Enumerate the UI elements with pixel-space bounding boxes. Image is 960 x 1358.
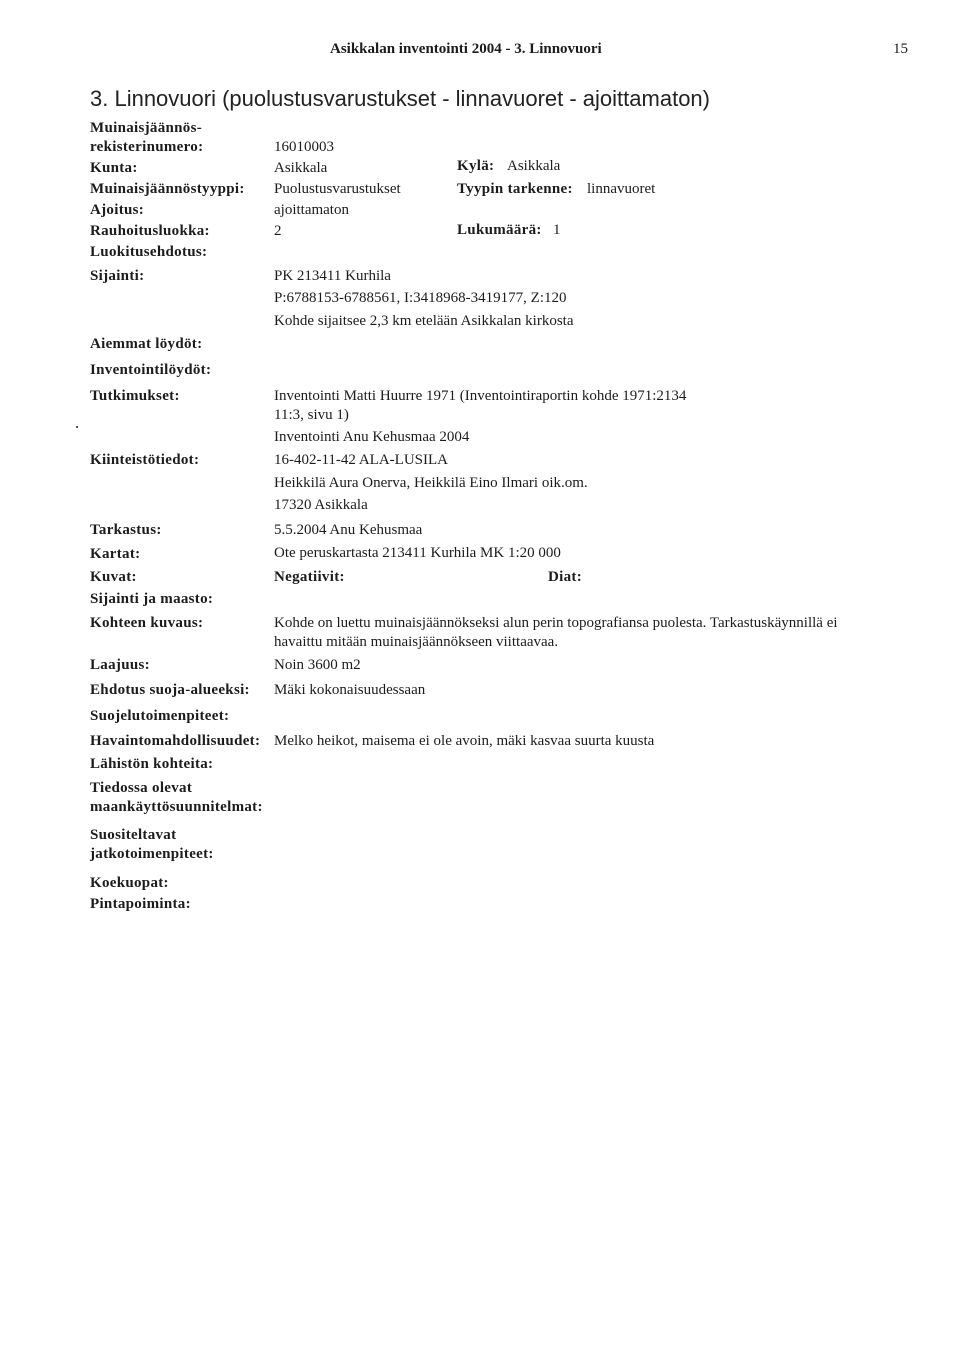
kohteen-kuvaus-label: Kohteen kuvaus:	[90, 615, 204, 631]
rekisterinumero-label-line2: rekisterinumero:	[90, 139, 204, 155]
kartat-value: Ote peruskartasta 213411 Kurhila MK 1:20 000	[274, 545, 561, 561]
diat-label: Diat:	[548, 569, 582, 585]
kohteen-kuvaus-line: havaittu mitään muinaisjäännökseen viittaavaa.	[274, 634, 559, 650]
kuvat-label: Kuvat:	[90, 569, 137, 585]
lukumaara-label: Lukumäärä:	[457, 222, 542, 238]
maankaytto-label-line2: maankäyttösuunnitelmat:	[90, 799, 263, 815]
inventointiloydot-label: Inventointilöydöt:	[90, 362, 212, 378]
sijainti-ja-maasto-label: Sijainti ja maasto:	[90, 591, 214, 607]
lahiston-kohteita-label: Lähistön kohteita:	[90, 756, 214, 772]
tarkastus-label: Tarkastus:	[90, 522, 162, 538]
rekisterinumero-value: 16010003	[274, 139, 334, 155]
kiinteistotiedot-line: 17320 Asikkala	[274, 497, 368, 513]
laajuus-label: Laajuus:	[90, 657, 150, 673]
ehdotus-label: Ehdotus suoja-alueeksi:	[90, 682, 250, 698]
havaintomahdollisuudet-label: Havaintomahdollisuudet:	[90, 733, 261, 749]
rekisterinumero-label-line1: Muinaisjäännös-	[90, 120, 203, 136]
kohteen-kuvaus-line: Kohde on luettu muinaisjäännökseksi alun perin topografiansa puolesta. Tarkastuskäynnillä ei	[274, 615, 838, 631]
luokitusehdotus-label: Luokitusehdotus:	[90, 244, 208, 260]
kiinteistotiedot-line: Heikkilä Aura Onerva, Heikkilä Eino Ilmari oik.om.	[274, 475, 588, 491]
tutkimukset-line: Inventointi Anu Kehusmaa 2004	[274, 429, 470, 445]
ajoitus-label: Ajoitus:	[90, 202, 145, 218]
tutkimukset-line: 11:3, sivu 1)	[274, 407, 349, 423]
kunta-label: Kunta:	[90, 160, 138, 176]
tutkimukset-label: Tutkimukset:	[90, 388, 180, 404]
sijainti-line: PK 213411 Kurhila	[274, 268, 391, 284]
havaintomahdollisuudet-value: Melko heikot, maisema ei ole avoin, mäki kasvaa suurta kuusta	[274, 733, 655, 749]
jatkotoimenpiteet-label-line1: Suositeltavat	[90, 827, 177, 843]
sijainti-line: P:6788153-6788561, I:3418968-3419177, Z:120	[274, 290, 567, 306]
scan-speck	[76, 426, 78, 428]
aiemmat-loydot-label: Aiemmat löydöt:	[90, 336, 203, 352]
tyypin-tarkenne-label: Tyypin tarkenne:	[457, 181, 573, 197]
tarkastus-value: 5.5.2004 Anu Kehusmaa	[274, 522, 423, 538]
tyyppi-value: Puolustusvarustukset	[274, 181, 401, 197]
tyypin-tarkenne-value: linnavuoret	[587, 181, 656, 197]
page-title: 3. Linnovuori (puolustusvarustukset - linnavuoret - ajoittamaton)	[90, 86, 710, 111]
koekuopat-label: Koekuopat:	[90, 875, 169, 891]
kyla-label: Kylä:	[457, 158, 495, 174]
suojelutoimenpiteet-label: Suojelutoimenpiteet:	[90, 708, 230, 724]
sijainti-label: Sijainti:	[90, 268, 145, 284]
pintapoiminta-label: Pintapoiminta:	[90, 896, 191, 912]
negatiivit-label: Negatiivit:	[274, 569, 345, 585]
tyyppi-label: Muinaisjäännöstyyppi:	[90, 181, 245, 197]
kartat-label: Kartat:	[90, 546, 141, 562]
lukumaara-value: 1	[553, 222, 561, 238]
ajoitus-value: ajoittamaton	[274, 202, 349, 218]
rauhoitusluokka-value: 2	[274, 223, 282, 239]
kunta-value: Asikkala	[274, 160, 328, 176]
running-header: Asikkalan inventointi 2004 - 3. Linnovuori	[330, 41, 602, 57]
kiinteistotiedot-line: 16-402-11-42 ALA-LUSILA	[274, 452, 449, 468]
kiinteistotiedot-label: Kiinteistötiedot:	[90, 452, 200, 468]
ehdotus-value: Mäki kokonaisuudessaan	[274, 682, 426, 698]
rauhoitusluokka-label: Rauhoitusluokka:	[90, 223, 210, 239]
sijainti-line: Kohde sijaitsee 2,3 km etelään Asikkalan kirkosta	[274, 313, 574, 329]
tutkimukset-line: Inventointi Matti Huurre 1971 (Inventointiraportin kohde 1971:2134	[274, 388, 687, 404]
jatkotoimenpiteet-label-line2: jatkotoimenpiteet:	[90, 846, 214, 862]
kyla-value: Asikkala	[507, 158, 561, 174]
page-number: 15	[893, 41, 908, 57]
maankaytto-label-line1: Tiedossa olevat	[90, 780, 193, 796]
laajuus-value: Noin 3600 m2	[274, 657, 361, 673]
